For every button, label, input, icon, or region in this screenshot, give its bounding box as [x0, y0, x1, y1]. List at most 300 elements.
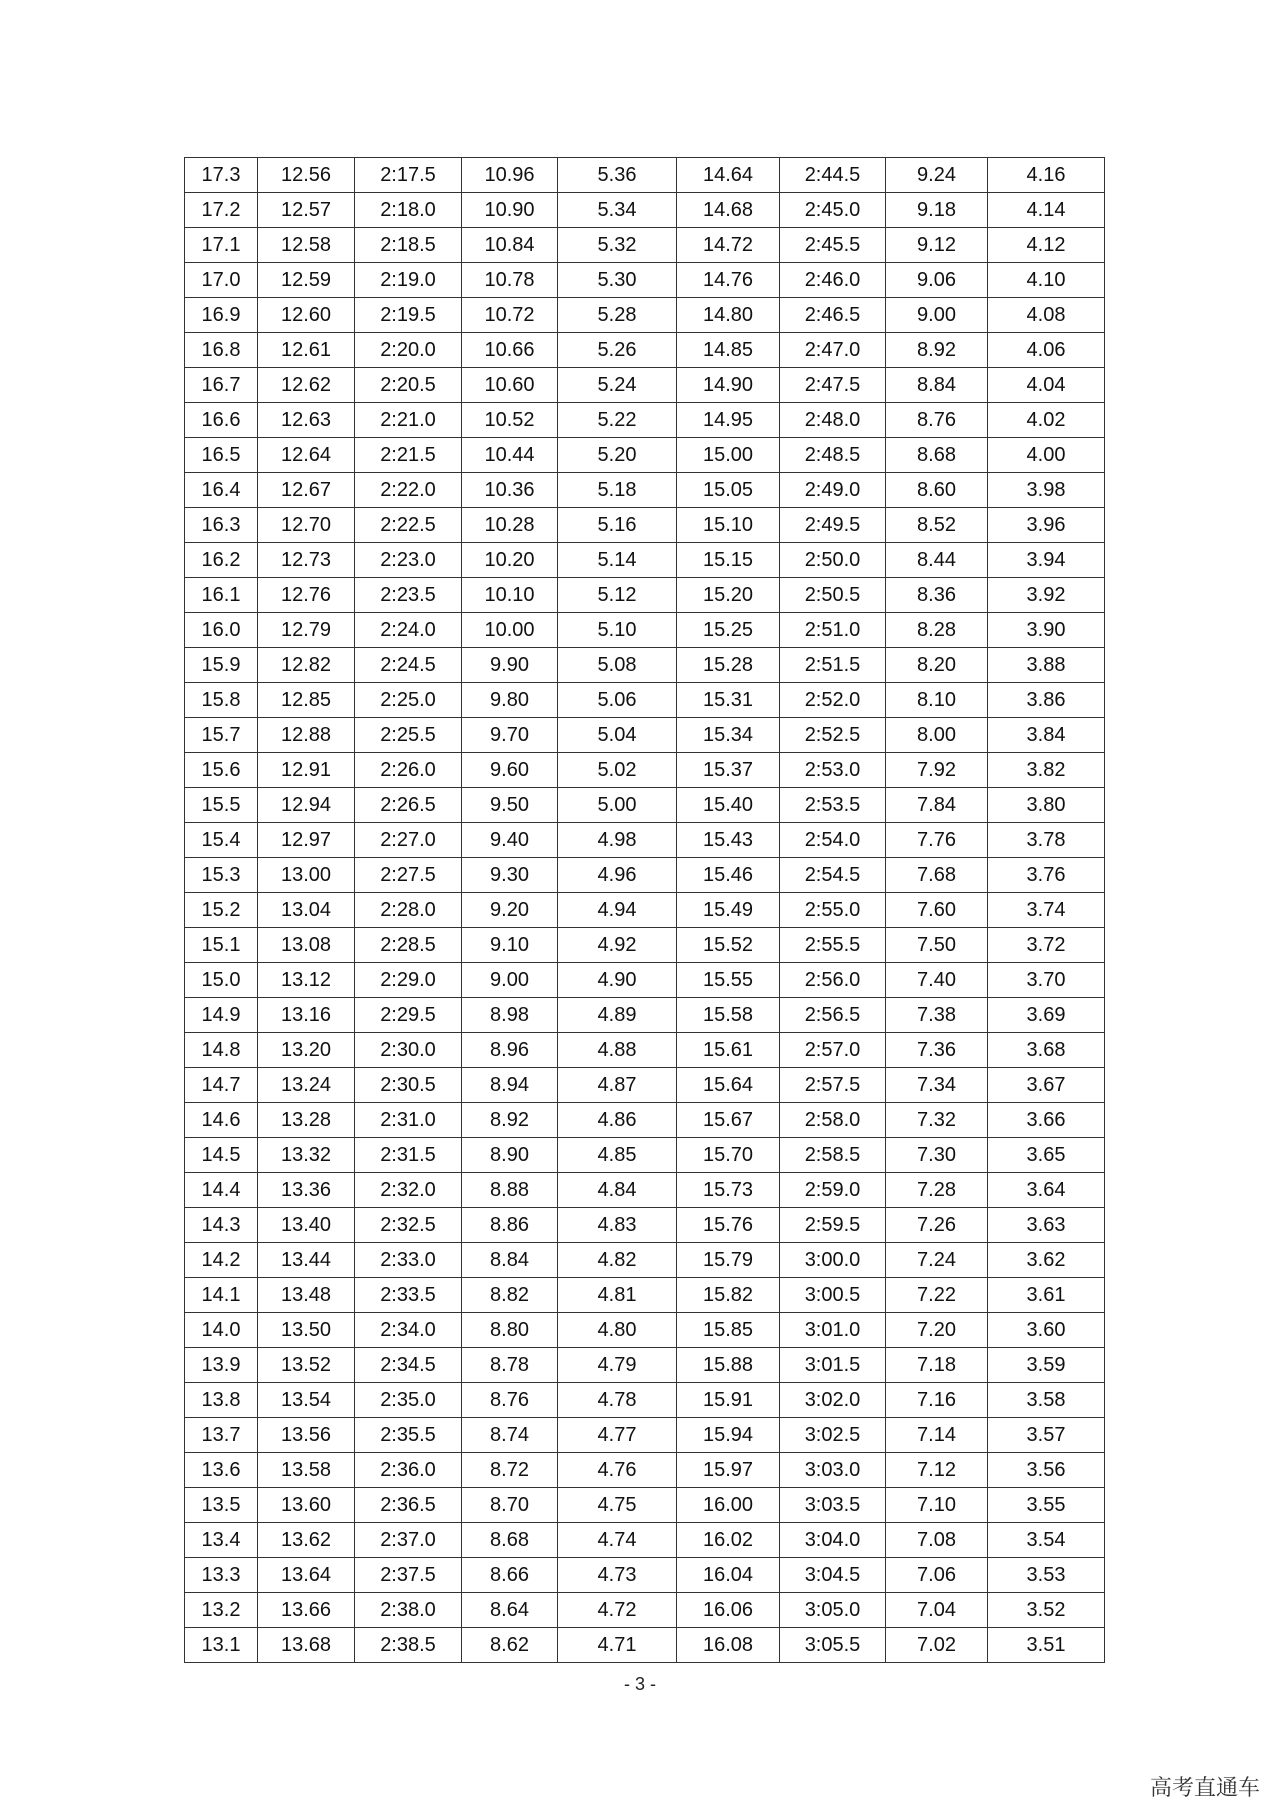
- table-cell: 9.40: [462, 823, 558, 858]
- table-cell: 2:23.0: [355, 543, 462, 578]
- table-row: [185, 298, 1105, 333]
- table-cell: 8.68: [886, 438, 988, 473]
- table-cell: 7.30: [886, 1138, 988, 1173]
- table-cell: 15.85: [677, 1313, 780, 1348]
- table-cell: 2:30.5: [355, 1068, 462, 1103]
- table-cell: 12.76: [258, 578, 355, 613]
- table-cell: 13.50: [258, 1313, 355, 1348]
- table-cell: 8.76: [886, 403, 988, 438]
- table-row: [185, 1243, 1105, 1278]
- table-cell: 5.02: [558, 753, 677, 788]
- table-cell: 12.73: [258, 543, 355, 578]
- table-cell: 4.92: [558, 928, 677, 963]
- table-cell: 2:57.5: [780, 1068, 886, 1103]
- table-cell: 3.61: [988, 1278, 1105, 1313]
- table-row: [185, 718, 1105, 753]
- table-cell: 14.72: [677, 228, 780, 263]
- table-row: [185, 1278, 1105, 1313]
- table-cell: 15.46: [677, 858, 780, 893]
- table-cell: 15.91: [677, 1383, 780, 1418]
- table-cell: 13.24: [258, 1068, 355, 1103]
- table-cell: 4.88: [558, 1033, 677, 1068]
- table-cell: 9.60: [462, 753, 558, 788]
- table-cell: 15.76: [677, 1208, 780, 1243]
- table-cell: 3.57: [988, 1418, 1105, 1453]
- table-cell: 2:31.5: [355, 1138, 462, 1173]
- table-cell: 10.90: [462, 193, 558, 228]
- table-cell: 3.62: [988, 1243, 1105, 1278]
- table-cell: 4.02: [988, 403, 1105, 438]
- table-cell: 3:00.0: [780, 1243, 886, 1278]
- table-cell: 10.66: [462, 333, 558, 368]
- table-cell: 7.02: [886, 1628, 988, 1663]
- table-cell: 2:49.0: [780, 473, 886, 508]
- table-cell: 2:44.5: [780, 158, 886, 193]
- table-cell: 13.16: [258, 998, 355, 1033]
- table-cell: 2:45.0: [780, 193, 886, 228]
- table-cell: 3:04.0: [780, 1523, 886, 1558]
- table-cell: 15.55: [677, 963, 780, 998]
- table-cell: 15.1: [185, 928, 258, 963]
- table-cell: 13.52: [258, 1348, 355, 1383]
- table-cell: 2:37.0: [355, 1523, 462, 1558]
- table-cell: 2:46.5: [780, 298, 886, 333]
- table-cell: 12.58: [258, 228, 355, 263]
- table-cell: 14.6: [185, 1103, 258, 1138]
- table-row: [185, 473, 1105, 508]
- table-cell: 2:19.5: [355, 298, 462, 333]
- table-cell: 16.9: [185, 298, 258, 333]
- table-cell: 9.00: [462, 963, 558, 998]
- table-cell: 3:01.5: [780, 1348, 886, 1383]
- table-cell: 3.58: [988, 1383, 1105, 1418]
- table-row: [185, 263, 1105, 298]
- table-row: [185, 683, 1105, 718]
- table-cell: 3.78: [988, 823, 1105, 858]
- table-cell: 10.78: [462, 263, 558, 298]
- table-cell: 3.92: [988, 578, 1105, 613]
- table-cell: 2:23.5: [355, 578, 462, 613]
- table-row: [185, 788, 1105, 823]
- table-cell: 15.52: [677, 928, 780, 963]
- table-cell: 8.20: [886, 648, 988, 683]
- table-cell: 2:38.5: [355, 1628, 462, 1663]
- table-cell: 2:29.0: [355, 963, 462, 998]
- table-cell: 15.82: [677, 1278, 780, 1313]
- table-cell: 3:04.5: [780, 1558, 886, 1593]
- table-cell: 8.00: [886, 718, 988, 753]
- table-cell: 2:29.5: [355, 998, 462, 1033]
- table-cell: 16.0: [185, 613, 258, 648]
- table-cell: 7.84: [886, 788, 988, 823]
- table-cell: 3.94: [988, 543, 1105, 578]
- table-cell: 15.58: [677, 998, 780, 1033]
- table-cell: 3:02.5: [780, 1418, 886, 1453]
- table-cell: 5.36: [558, 158, 677, 193]
- table-cell: 9.90: [462, 648, 558, 683]
- table-cell: 3.63: [988, 1208, 1105, 1243]
- table-cell: 5.10: [558, 613, 677, 648]
- table-cell: 2:58.5: [780, 1138, 886, 1173]
- table-cell: 10.28: [462, 508, 558, 543]
- table-cell: 10.20: [462, 543, 558, 578]
- table-cell: 3.55: [988, 1488, 1105, 1523]
- table-cell: 2:25.5: [355, 718, 462, 753]
- table-cell: 9.12: [886, 228, 988, 263]
- table-cell: 2:52.0: [780, 683, 886, 718]
- table-cell: 10.44: [462, 438, 558, 473]
- table-cell: 13.3: [185, 1558, 258, 1593]
- table-cell: 2:55.5: [780, 928, 886, 963]
- table-cell: 2:32.5: [355, 1208, 462, 1243]
- table-cell: 16.6: [185, 403, 258, 438]
- table-cell: 14.64: [677, 158, 780, 193]
- table-cell: 8.70: [462, 1488, 558, 1523]
- table-cell: 15.0: [185, 963, 258, 998]
- table-cell: 5.26: [558, 333, 677, 368]
- table-cell: 2:31.0: [355, 1103, 462, 1138]
- table-cell: 2:33.5: [355, 1278, 462, 1313]
- table-cell: 7.12: [886, 1453, 988, 1488]
- table-cell: 9.70: [462, 718, 558, 753]
- table-cell: 4.76: [558, 1453, 677, 1488]
- table-cell: 13.32: [258, 1138, 355, 1173]
- table-cell: 15.70: [677, 1138, 780, 1173]
- table-cell: 16.4: [185, 473, 258, 508]
- table-cell: 15.5: [185, 788, 258, 823]
- table-cell: 9.24: [886, 158, 988, 193]
- table-cell: 13.00: [258, 858, 355, 893]
- table-cell: 3.65: [988, 1138, 1105, 1173]
- table-cell: 13.44: [258, 1243, 355, 1278]
- table-cell: 2:52.5: [780, 718, 886, 753]
- table-cell: 2:48.0: [780, 403, 886, 438]
- table-cell: 3.69: [988, 998, 1105, 1033]
- table-cell: 7.50: [886, 928, 988, 963]
- table-row: [185, 928, 1105, 963]
- score-table: [184, 157, 1105, 1663]
- table-cell: 3.59: [988, 1348, 1105, 1383]
- table-cell: 2:21.5: [355, 438, 462, 473]
- table-cell: 8.92: [886, 333, 988, 368]
- table-cell: 13.58: [258, 1453, 355, 1488]
- table-row: [185, 403, 1105, 438]
- table-cell: 12.60: [258, 298, 355, 333]
- table-cell: 17.1: [185, 228, 258, 263]
- table-cell: 7.26: [886, 1208, 988, 1243]
- table-cell: 15.67: [677, 1103, 780, 1138]
- table-cell: 4.85: [558, 1138, 677, 1173]
- table-cell: 2:32.0: [355, 1173, 462, 1208]
- table-cell: 12.59: [258, 263, 355, 298]
- table-cell: 4.04: [988, 368, 1105, 403]
- table-cell: 3:03.5: [780, 1488, 886, 1523]
- table-cell: 15.49: [677, 893, 780, 928]
- table-cell: 15.94: [677, 1418, 780, 1453]
- table-cell: 4.79: [558, 1348, 677, 1383]
- table-cell: 8.28: [886, 613, 988, 648]
- table-row: [185, 1208, 1105, 1243]
- table-cell: 15.6: [185, 753, 258, 788]
- table-cell: 2:50.5: [780, 578, 886, 613]
- table-cell: 5.14: [558, 543, 677, 578]
- table-cell: 4.86: [558, 1103, 677, 1138]
- table-cell: 15.3: [185, 858, 258, 893]
- table-cell: 5.04: [558, 718, 677, 753]
- table-cell: 13.62: [258, 1523, 355, 1558]
- table-cell: 2:37.5: [355, 1558, 462, 1593]
- table-cell: 15.25: [677, 613, 780, 648]
- table-cell: 13.2: [185, 1593, 258, 1628]
- table-cell: 13.7: [185, 1418, 258, 1453]
- table-cell: 14.3: [185, 1208, 258, 1243]
- table-cell: 3.67: [988, 1068, 1105, 1103]
- table-cell: 2:26.0: [355, 753, 462, 788]
- table-cell: 8.60: [886, 473, 988, 508]
- table-cell: 3.84: [988, 718, 1105, 753]
- table-cell: 3:01.0: [780, 1313, 886, 1348]
- table-cell: 5.24: [558, 368, 677, 403]
- table-row: [185, 1593, 1105, 1628]
- table-cell: 7.40: [886, 963, 988, 998]
- table-row: [185, 1068, 1105, 1103]
- table-cell: 8.80: [462, 1313, 558, 1348]
- table-cell: 12.94: [258, 788, 355, 823]
- table-cell: 14.7: [185, 1068, 258, 1103]
- table-cell: 3:00.5: [780, 1278, 886, 1313]
- table-cell: 14.68: [677, 193, 780, 228]
- table-cell: 3.70: [988, 963, 1105, 998]
- table-cell: 16.06: [677, 1593, 780, 1628]
- table-cell: 8.52: [886, 508, 988, 543]
- table-cell: 13.08: [258, 928, 355, 963]
- table-cell: 5.12: [558, 578, 677, 613]
- table-cell: 4.96: [558, 858, 677, 893]
- table-cell: 7.92: [886, 753, 988, 788]
- table-cell: 2:35.5: [355, 1418, 462, 1453]
- table-cell: 14.2: [185, 1243, 258, 1278]
- table-cell: 2:20.5: [355, 368, 462, 403]
- table-cell: 2:50.0: [780, 543, 886, 578]
- table-cell: 3.80: [988, 788, 1105, 823]
- table-cell: 7.38: [886, 998, 988, 1033]
- table-cell: 2:30.0: [355, 1033, 462, 1068]
- table-cell: 13.6: [185, 1453, 258, 1488]
- table-cell: 3:03.0: [780, 1453, 886, 1488]
- table-cell: 4.10: [988, 263, 1105, 298]
- table-cell: 16.08: [677, 1628, 780, 1663]
- table-cell: 13.1: [185, 1628, 258, 1663]
- table-cell: 9.00: [886, 298, 988, 333]
- table-cell: 15.64: [677, 1068, 780, 1103]
- table-cell: 5.30: [558, 263, 677, 298]
- table-cell: 2:24.5: [355, 648, 462, 683]
- table-cell: 12.88: [258, 718, 355, 753]
- table-row: [185, 753, 1105, 788]
- table-row: [185, 613, 1105, 648]
- table-cell: 12.91: [258, 753, 355, 788]
- table-cell: 5.20: [558, 438, 677, 473]
- table-cell: 12.62: [258, 368, 355, 403]
- table-cell: 10.00: [462, 613, 558, 648]
- table-cell: 4.14: [988, 193, 1105, 228]
- table-cell: 2:36.5: [355, 1488, 462, 1523]
- table-row: [185, 333, 1105, 368]
- table-cell: 10.72: [462, 298, 558, 333]
- table-cell: 9.50: [462, 788, 558, 823]
- table-cell: 15.8: [185, 683, 258, 718]
- table-cell: 7.76: [886, 823, 988, 858]
- table-cell: 4.08: [988, 298, 1105, 333]
- table-row: [185, 1138, 1105, 1173]
- table-cell: 4.81: [558, 1278, 677, 1313]
- table-cell: 15.34: [677, 718, 780, 753]
- table-cell: 12.61: [258, 333, 355, 368]
- table-cell: 8.94: [462, 1068, 558, 1103]
- table-cell: 2:27.5: [355, 858, 462, 893]
- table-row: [185, 858, 1105, 893]
- table-cell: 4.87: [558, 1068, 677, 1103]
- table-cell: 2:28.5: [355, 928, 462, 963]
- table-cell: 15.7: [185, 718, 258, 753]
- table-row: [185, 158, 1105, 193]
- table-cell: 8.84: [462, 1243, 558, 1278]
- table-cell: 15.61: [677, 1033, 780, 1068]
- table-cell: 3.90: [988, 613, 1105, 648]
- table-cell: 5.34: [558, 193, 677, 228]
- table-cell: 10.52: [462, 403, 558, 438]
- table-cell: 2:17.5: [355, 158, 462, 193]
- table-cell: 2:48.5: [780, 438, 886, 473]
- table-cell: 4.78: [558, 1383, 677, 1418]
- table-cell: 14.76: [677, 263, 780, 298]
- table-cell: 7.18: [886, 1348, 988, 1383]
- table-cell: 4.83: [558, 1208, 677, 1243]
- table-cell: 5.18: [558, 473, 677, 508]
- table-cell: 4.80: [558, 1313, 677, 1348]
- table-cell: 13.8: [185, 1383, 258, 1418]
- table-cell: 15.37: [677, 753, 780, 788]
- table-cell: 2:53.5: [780, 788, 886, 823]
- table-cell: 15.40: [677, 788, 780, 823]
- table-cell: 2:47.0: [780, 333, 886, 368]
- table-cell: 14.4: [185, 1173, 258, 1208]
- table-row: [185, 1313, 1105, 1348]
- table-row: [185, 543, 1105, 578]
- table-row: [185, 1418, 1105, 1453]
- table-cell: 7.16: [886, 1383, 988, 1418]
- table-row: [185, 1488, 1105, 1523]
- table-cell: 10.84: [462, 228, 558, 263]
- table-cell: 7.04: [886, 1593, 988, 1628]
- table-cell: 9.10: [462, 928, 558, 963]
- table-cell: 2:35.0: [355, 1383, 462, 1418]
- table-cell: 2:21.0: [355, 403, 462, 438]
- table-cell: 3:05.5: [780, 1628, 886, 1663]
- table-cell: 3.96: [988, 508, 1105, 543]
- table-cell: 3.76: [988, 858, 1105, 893]
- table-cell: 15.88: [677, 1348, 780, 1383]
- table-cell: 8.64: [462, 1593, 558, 1628]
- table-cell: 8.90: [462, 1138, 558, 1173]
- table-cell: 13.66: [258, 1593, 355, 1628]
- table-cell: 5.06: [558, 683, 677, 718]
- table-cell: 16.2: [185, 543, 258, 578]
- table-cell: 3.74: [988, 893, 1105, 928]
- table-cell: 9.06: [886, 263, 988, 298]
- table-cell: 2:49.5: [780, 508, 886, 543]
- table-cell: 2:28.0: [355, 893, 462, 928]
- table-cell: 14.85: [677, 333, 780, 368]
- table-row: [185, 368, 1105, 403]
- table-cell: 8.10: [886, 683, 988, 718]
- table-cell: 12.82: [258, 648, 355, 683]
- table-cell: 4.16: [988, 158, 1105, 193]
- table-cell: 7.06: [886, 1558, 988, 1593]
- table-cell: 2:18.0: [355, 193, 462, 228]
- table-cell: 12.97: [258, 823, 355, 858]
- table-cell: 15.31: [677, 683, 780, 718]
- table-cell: 8.78: [462, 1348, 558, 1383]
- table-cell: 13.56: [258, 1418, 355, 1453]
- table-cell: 2:18.5: [355, 228, 462, 263]
- table-cell: 15.73: [677, 1173, 780, 1208]
- table-cell: 8.96: [462, 1033, 558, 1068]
- table-cell: 12.85: [258, 683, 355, 718]
- table-cell: 12.79: [258, 613, 355, 648]
- table-cell: 15.79: [677, 1243, 780, 1278]
- table-cell: 2:20.0: [355, 333, 462, 368]
- table-cell: 2:47.5: [780, 368, 886, 403]
- table-cell: 2:46.0: [780, 263, 886, 298]
- table-cell: 3:05.0: [780, 1593, 886, 1628]
- table-cell: 15.43: [677, 823, 780, 858]
- table-cell: 14.5: [185, 1138, 258, 1173]
- table-cell: 15.20: [677, 578, 780, 613]
- table-cell: 3.51: [988, 1628, 1105, 1663]
- table-cell: 16.00: [677, 1488, 780, 1523]
- table-cell: 3.56: [988, 1453, 1105, 1488]
- table-cell: 3.68: [988, 1033, 1105, 1068]
- table-row: [185, 1348, 1105, 1383]
- table-cell: 16.7: [185, 368, 258, 403]
- table-row: [185, 1173, 1105, 1208]
- table-cell: 13.5: [185, 1488, 258, 1523]
- table-cell: 4.90: [558, 963, 677, 998]
- table-cell: 8.74: [462, 1418, 558, 1453]
- table-cell: 2:27.0: [355, 823, 462, 858]
- table-cell: 7.24: [886, 1243, 988, 1278]
- table-cell: 9.18: [886, 193, 988, 228]
- table-cell: 14.80: [677, 298, 780, 333]
- table-cell: 15.05: [677, 473, 780, 508]
- table-cell: 16.04: [677, 1558, 780, 1593]
- table-cell: 3.98: [988, 473, 1105, 508]
- table-cell: 8.72: [462, 1453, 558, 1488]
- table-cell: 2:59.5: [780, 1208, 886, 1243]
- table-cell: 7.10: [886, 1488, 988, 1523]
- table-cell: 2:45.5: [780, 228, 886, 263]
- table-cell: 16.1: [185, 578, 258, 613]
- table-cell: 3.54: [988, 1523, 1105, 1558]
- table-cell: 13.40: [258, 1208, 355, 1243]
- table-row: [185, 1383, 1105, 1418]
- table-cell: 3.64: [988, 1173, 1105, 1208]
- table-cell: 8.76: [462, 1383, 558, 1418]
- table-cell: 13.64: [258, 1558, 355, 1593]
- table-cell: 2:54.5: [780, 858, 886, 893]
- table-cell: 2:36.0: [355, 1453, 462, 1488]
